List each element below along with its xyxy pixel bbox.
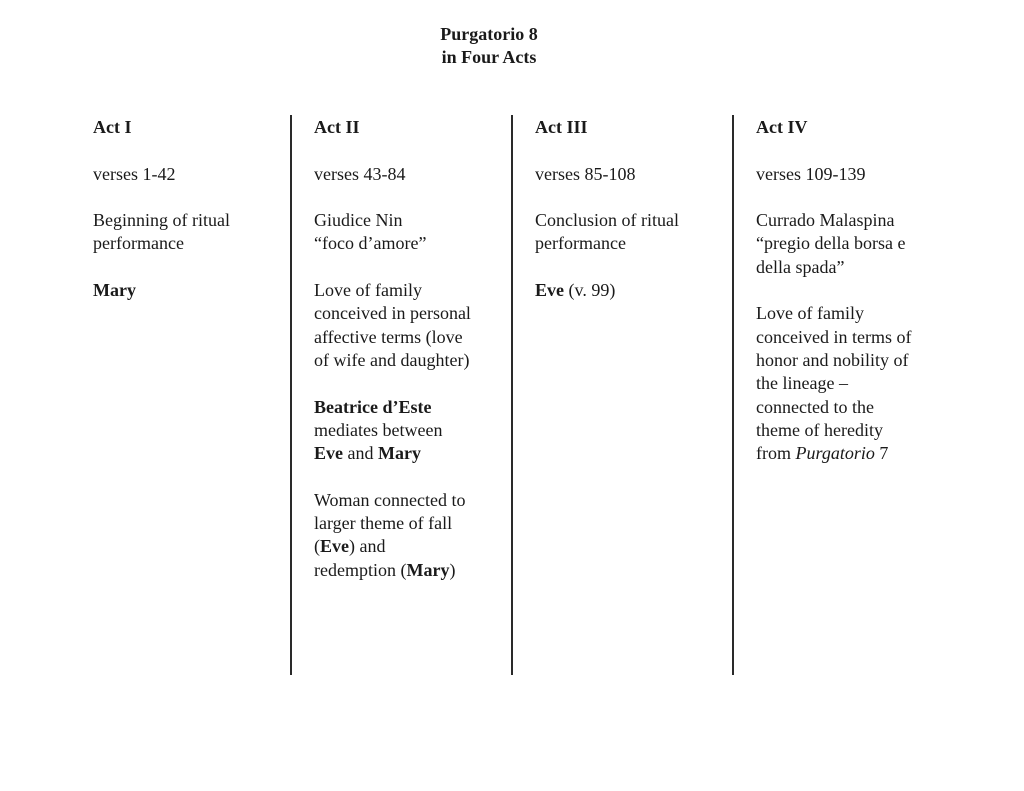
- act-3-column: [535, 116, 720, 326]
- theme-line: connected to the: [756, 396, 874, 417]
- column-divider: [511, 115, 513, 675]
- act-figure: [535, 279, 720, 302]
- work-title: Purgatorio: [795, 443, 875, 464]
- theme-line: honor and nobility of: [756, 349, 909, 370]
- theme-line: [314, 535, 499, 558]
- act-verses: verses 109-139: [756, 163, 866, 184]
- act-heading: Act I: [93, 117, 132, 137]
- theme-text: from: [756, 443, 791, 464]
- theme-line: conceived in personal: [314, 303, 471, 324]
- title-line-2: in Four Acts: [441, 47, 537, 67]
- paren: (: [314, 536, 320, 557]
- act-character: [314, 209, 499, 256]
- theme-line: [314, 559, 499, 582]
- act-heading: Act III: [535, 117, 588, 137]
- title-line-1: Purgatorio 8: [440, 24, 538, 44]
- theme-line: affective terms (love: [314, 326, 463, 347]
- character-name: Currado Malaspina: [756, 210, 895, 231]
- paren: ): [449, 559, 456, 580]
- theme-line: Woman connected to: [314, 489, 466, 510]
- theme-line: conceived in terms of: [756, 326, 912, 347]
- column-divider: [290, 115, 292, 675]
- conjunction: and: [347, 443, 374, 464]
- act-1-column: [93, 116, 278, 326]
- desc-line: Conclusion of ritual: [535, 210, 679, 231]
- character-quote: “pregio della borsa e: [756, 233, 906, 254]
- figure-eve: Eve: [314, 443, 343, 464]
- figure-mary: Mary: [378, 443, 421, 464]
- figure-note: (v. 99): [568, 280, 616, 301]
- desc-line: performance: [535, 233, 626, 254]
- act-woman-theme: [314, 489, 499, 582]
- theme-line: Love of family: [756, 303, 864, 324]
- act-heading: Act IV: [756, 117, 808, 137]
- theme-line: Love of family: [314, 280, 422, 301]
- mediator-line: [314, 396, 499, 419]
- act-verses: verses 85-108: [535, 163, 636, 184]
- figure-eve: Eve: [320, 536, 349, 557]
- act-verses: verses 43-84: [314, 163, 406, 184]
- act-2-column: [314, 116, 499, 605]
- desc-line: performance: [93, 233, 184, 254]
- figure-name: Mary: [93, 280, 136, 301]
- theme-line: the lineage –: [756, 373, 848, 394]
- mediation-line: mediates between: [314, 419, 443, 440]
- column-divider: [732, 115, 734, 675]
- character-quote: della spada”: [756, 256, 845, 277]
- character-quote: “foco d’amore”: [314, 233, 427, 254]
- figure-mary: Mary: [406, 559, 450, 580]
- act-theme: [314, 279, 499, 372]
- act-description: [535, 209, 720, 256]
- mediator-name: Beatrice d’Este: [314, 396, 432, 417]
- act-character: [756, 209, 941, 279]
- page-title: [0, 23, 978, 69]
- theme-text: 7: [879, 443, 889, 464]
- theme-line: of wife and daughter): [314, 349, 470, 370]
- act-figure: [93, 279, 278, 302]
- act-description: [93, 209, 278, 256]
- act-heading: Act II: [314, 117, 360, 137]
- paren-and: ) and: [349, 536, 386, 557]
- act-mediation: [314, 396, 499, 466]
- character-name: Giudice Nin: [314, 210, 403, 231]
- theme-line: theme of heredity: [756, 419, 883, 440]
- theme-line: larger theme of fall: [314, 513, 453, 534]
- redemption-text: redemption (: [314, 559, 407, 580]
- figure-name: Eve: [535, 280, 564, 301]
- act-verses: verses 1-42: [93, 163, 176, 184]
- mediation-figures: [314, 442, 499, 465]
- desc-line: Beginning of ritual: [93, 210, 230, 231]
- act-4-column: [756, 116, 941, 489]
- theme-line: [756, 442, 941, 465]
- act-theme: [756, 302, 941, 465]
